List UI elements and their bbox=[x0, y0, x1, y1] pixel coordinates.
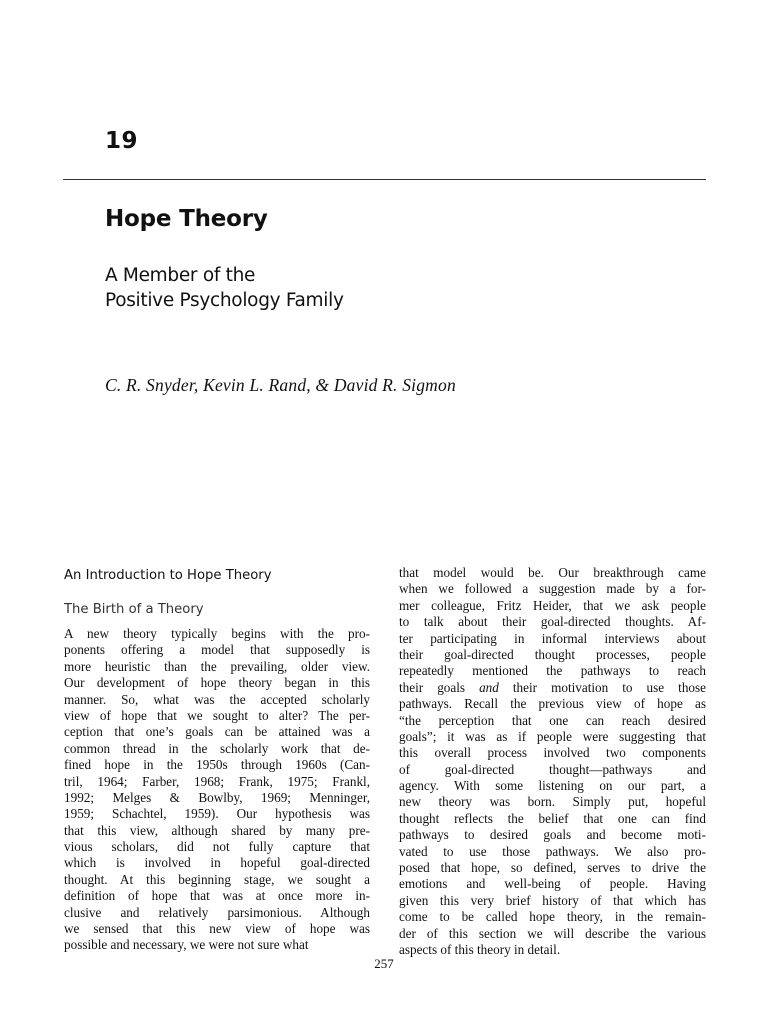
authors: C. R. Snyder, Kevin L. Rand, & David R. Sigmon bbox=[105, 375, 456, 395]
text-line: definition of hope that was at once more in- bbox=[64, 888, 370, 904]
text-line: “the perception that one can reach desired bbox=[399, 712, 706, 728]
emphasis-text: and bbox=[479, 679, 499, 695]
text-line: ception that one’s goals can be attained was a bbox=[64, 724, 370, 740]
text-line: tril, 1964; Farber, 1968; Frank, 1975; Frankl, bbox=[64, 773, 370, 789]
subsection-heading: The Birth of a Theory bbox=[64, 602, 204, 617]
text-line: pathways. Recall the previous view of hope as bbox=[399, 696, 706, 712]
text-line: pathways to desired goals and become moti- bbox=[399, 827, 706, 843]
chapter-subtitle bbox=[105, 263, 344, 313]
text-line: aspects of this theory in detail. bbox=[399, 941, 561, 957]
text-line: 1992; Melges & Bowlby, 1969; Menninger, bbox=[64, 789, 370, 805]
text-line: come to be called hope theory, in the remain- bbox=[399, 909, 706, 925]
left-text-column bbox=[64, 626, 370, 954]
text-line: vated to use those pathways. We also pro- bbox=[399, 843, 706, 859]
right-text-column bbox=[399, 565, 706, 958]
text-line: given this very brief history of that which has bbox=[399, 892, 706, 908]
text-line: ter participating in informal interviews about bbox=[399, 630, 706, 646]
text-line: thought reflects the belief that one can find bbox=[399, 810, 706, 826]
text-line: that model would be. Our breakthrough came bbox=[399, 565, 706, 580]
text-line: more heuristic than the prevailing, older view. bbox=[64, 658, 370, 674]
header-rule bbox=[63, 179, 706, 180]
text-line: new theory was born. Simply put, hopeful bbox=[399, 794, 706, 810]
page-number: 257 bbox=[374, 956, 394, 971]
text-line: we sensed that this new view of hope was bbox=[64, 921, 370, 937]
chapter-title: Hope Theory bbox=[105, 206, 268, 232]
text-line: mer colleague, Fritz Heider, that we ask people bbox=[399, 597, 706, 613]
text-line: manner. So, what was the accepted scholarly bbox=[64, 691, 370, 707]
subtitle-line: A Member of the bbox=[105, 265, 256, 286]
text-line: thought. At this beginning stage, we sought a bbox=[64, 871, 370, 887]
text-line: of goal-directed thought—pathways and bbox=[399, 761, 706, 777]
text-line: common thread in the scholarly work that de- bbox=[64, 740, 370, 756]
text-line: posed that hope, so defined, serves to drive the bbox=[399, 860, 706, 876]
chapter-number: 19 bbox=[105, 128, 139, 154]
text-line: vious scholars, did not fully capture that bbox=[64, 839, 370, 855]
text-line: emotions and well-being of people. Having bbox=[399, 876, 706, 892]
text-line: repeatedly mentioned the pathways to reach bbox=[399, 663, 706, 679]
text-line: clusive and relatively parsimonious. Although bbox=[64, 904, 370, 920]
text-line: ponents offering a model that supposedly is bbox=[64, 642, 370, 658]
text-line bbox=[399, 680, 706, 696]
text-line: goals”; it was as if people were suggesting that bbox=[399, 728, 706, 744]
text-segment: their motivation to use those bbox=[498, 679, 706, 695]
section-heading: An Introduction to Hope Theory bbox=[64, 568, 272, 583]
text-line: that this view, although shared by many pre- bbox=[64, 822, 370, 838]
text-line: to talk about their goal-directed thoughts. Af- bbox=[399, 614, 706, 630]
text-line: fined hope in the 1950s through 1960s (Can- bbox=[64, 757, 370, 773]
text-line: which is involved in hopeful goal-directed bbox=[64, 855, 370, 871]
text-line: 1959; Schachtel, 1959). Our hypothesis was bbox=[64, 806, 370, 822]
text-line: der of this section we will describe the various bbox=[399, 925, 706, 941]
text-segment: their goals bbox=[399, 679, 480, 695]
subtitle-line: Positive Psychology Family bbox=[105, 290, 344, 311]
text-line: Our development of hope theory began in this bbox=[64, 675, 370, 691]
text-line: this overall process involved two components bbox=[399, 745, 706, 761]
text-line: when we followed a suggestion made by a for- bbox=[399, 581, 706, 597]
text-line: their goal-directed thought processes, people bbox=[399, 646, 706, 662]
text-line: agency. With some listening on our part, a bbox=[399, 778, 706, 794]
text-line: A new theory typically begins with the pro- bbox=[64, 626, 370, 641]
text-line: view of hope that we sought to alter? The per- bbox=[64, 707, 370, 723]
text-line: possible and necessary, we were not sure what bbox=[64, 937, 309, 953]
